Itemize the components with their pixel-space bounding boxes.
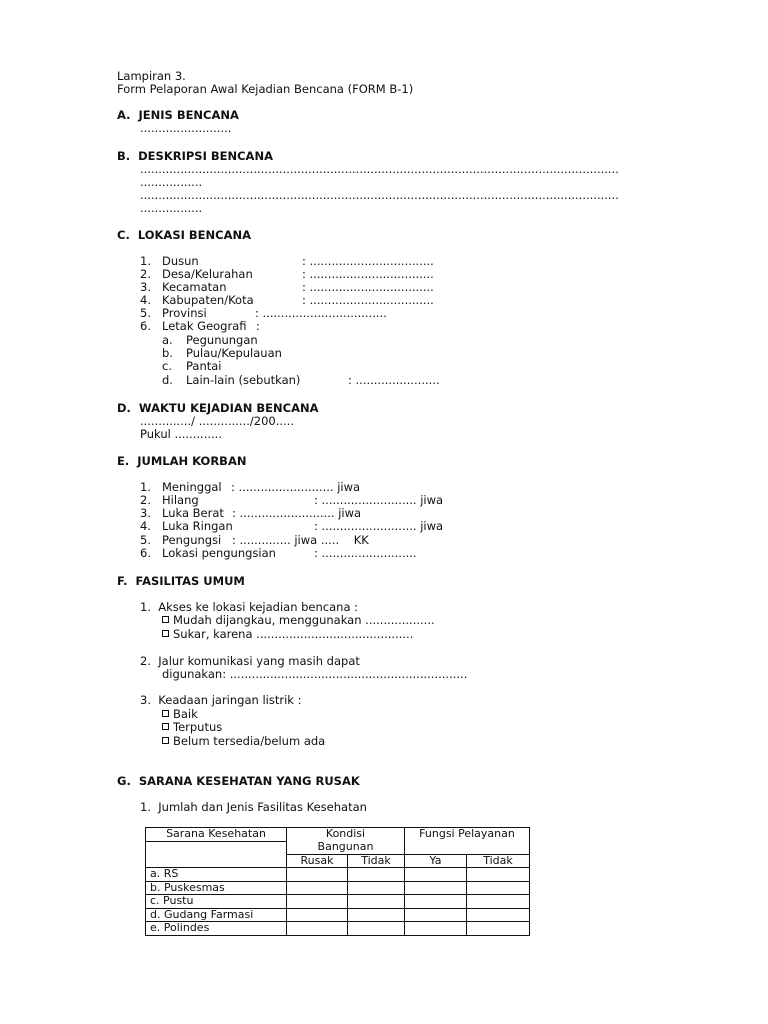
checkbox-icon[interactable]	[162, 737, 169, 744]
table-cell[interactable]	[467, 881, 530, 895]
section-g-title: G. SARANA KESEHATAN YANG RUSAK	[117, 774, 360, 788]
facility-name: d. Gudang Farmasi	[146, 908, 287, 922]
location-label: Kecamatan	[162, 280, 227, 294]
table-header-fungsi: Fungsi Pelayanan	[405, 828, 530, 842]
table-subheader-tidak: Tidak	[348, 854, 405, 868]
table-cell[interactable]	[405, 908, 467, 922]
table-cell[interactable]	[467, 868, 530, 882]
victim-value: : .......................... jiwa	[231, 480, 361, 494]
list-number: 1.	[140, 254, 151, 268]
access-option: Mudah dijangkau, menggunakan ...................	[162, 614, 435, 627]
table-cell[interactable]	[467, 922, 530, 936]
facility-name: a. RS	[146, 868, 287, 882]
table-header-sarana: Sarana Kesehatan	[146, 828, 287, 842]
communication-question: 2. Jalur komunikasi yang masih dapat	[140, 654, 360, 668]
victim-label: Lokasi pengungsian	[162, 546, 276, 560]
victim-value: : ..........................	[314, 546, 417, 560]
geography-option: Pulau/Kepulauan	[186, 346, 282, 360]
section-e-title: E. JUMLAH KORBAN	[117, 454, 247, 468]
checkbox-icon[interactable]	[162, 710, 169, 717]
location-value: : ..................................	[255, 306, 387, 320]
list-number: 2.	[140, 493, 151, 507]
table-row	[146, 868, 530, 882]
table-cell[interactable]	[287, 868, 348, 882]
section-b-line: ...................................................................................................................................	[140, 188, 619, 202]
table-cell[interactable]	[348, 895, 405, 909]
checkbox-icon[interactable]	[162, 630, 169, 637]
location-label: Dusun	[162, 254, 199, 268]
geography-option: Pantai	[186, 359, 222, 373]
table-cell[interactable]	[348, 908, 405, 922]
electricity-option: Belum tersedia/belum ada	[162, 735, 325, 748]
location-label: Letak Geografi	[162, 319, 247, 333]
location-value: : ..................................	[302, 280, 434, 294]
table-cell[interactable]	[348, 881, 405, 895]
sublist-letter: a.	[162, 333, 173, 347]
table-subheader-tidak: Tidak	[467, 854, 530, 868]
section-a-title: A. JENIS BENCANA	[117, 108, 239, 122]
list-number: 2.	[140, 267, 151, 281]
electricity-question: 3. Keadaan jaringan listrik :	[140, 693, 302, 707]
location-value: : ..................................	[302, 254, 434, 268]
access-question: 1. Akses ke lokasi kejadian bencana :	[140, 600, 359, 614]
geography-other-value: : .......................	[348, 373, 440, 387]
health-facility-question: 1. Jumlah dan Jenis Fasilitas Kesehatan	[140, 800, 367, 814]
location-label: Desa/Kelurahan	[162, 267, 253, 281]
section-a-blank: .........................	[140, 121, 232, 135]
geography-option: Lain-lain (sebutkan)	[186, 373, 301, 387]
table-cell[interactable]	[348, 922, 405, 936]
location-label: Kabupaten/Kota	[162, 293, 254, 307]
table-row	[146, 922, 530, 936]
list-number: 6.	[140, 546, 151, 560]
victim-value: : .......................... jiwa	[314, 493, 444, 507]
table-cell[interactable]	[287, 908, 348, 922]
checkbox-icon[interactable]	[162, 616, 169, 623]
section-c-title: C. LOKASI BENCANA	[117, 228, 251, 242]
section-b-line: .................	[140, 175, 203, 189]
list-number: 5.	[140, 533, 151, 547]
table-cell[interactable]	[467, 895, 530, 909]
section-b-line: .................	[140, 201, 203, 215]
table-subheader-rusak: Rusak	[287, 854, 348, 868]
section-d-title: D. WAKTU KEJADIAN BENCANA	[117, 401, 319, 415]
table-cell	[146, 841, 287, 854]
list-number: 5.	[140, 306, 151, 320]
access-option: Sukar, karena ...........................................	[162, 628, 413, 641]
health-facility-table	[145, 827, 530, 936]
table-cell[interactable]	[348, 868, 405, 882]
geography-option: Pegunungan	[186, 333, 258, 347]
facility-name: b. Puskesmas	[146, 881, 287, 895]
sublist-letter: d.	[162, 373, 173, 387]
table-row	[146, 908, 530, 922]
list-number: 3.	[140, 506, 151, 520]
table-cell	[146, 854, 287, 868]
incident-date: ............../ ............../200.....	[140, 414, 294, 428]
location-value: :	[256, 319, 260, 333]
victim-value: : .......................... jiwa	[232, 506, 362, 520]
table-row	[146, 881, 530, 895]
sublist-letter: c.	[162, 359, 172, 373]
sublist-letter: b.	[162, 346, 173, 360]
victim-label: Meninggal	[162, 480, 222, 494]
doc-title: Form Pelaporan Awal Kejadian Bencana (FORM B-1)	[117, 82, 414, 96]
table-subheader-ya: Ya	[405, 854, 467, 868]
incident-time: Pukul .............	[140, 427, 222, 441]
table-cell[interactable]	[405, 868, 467, 882]
table-cell[interactable]	[287, 922, 348, 936]
checkbox-icon[interactable]	[162, 723, 169, 730]
section-b-title: B. DESKRIPSI BENCANA	[117, 149, 273, 163]
table-cell[interactable]	[467, 908, 530, 922]
victim-value: : .............. jiwa ..... KK	[232, 533, 369, 547]
list-number: 1.	[140, 480, 151, 494]
victim-label: Luka Ringan	[162, 519, 233, 533]
section-f-title: F. FASILITAS UMUM	[117, 574, 245, 588]
victim-label: Pengungsi	[162, 533, 222, 547]
list-number: 6.	[140, 319, 151, 333]
facility-name: c. Pustu	[146, 895, 287, 909]
location-value: : ..................................	[302, 267, 434, 281]
table-cell[interactable]	[405, 895, 467, 909]
location-label: Provinsi	[162, 306, 207, 320]
table-cell[interactable]	[287, 895, 348, 909]
electricity-option: Baik	[162, 708, 198, 721]
location-value: : ..................................	[302, 293, 434, 307]
table-cell[interactable]	[405, 881, 467, 895]
doc-attachment-label: Lampiran 3.	[117, 69, 186, 83]
table-header-kondisi: Kondisi	[287, 828, 405, 842]
list-number: 3.	[140, 280, 151, 294]
table-row	[146, 895, 530, 909]
electricity-option: Terputus	[162, 721, 222, 734]
facility-name: e. Polindes	[146, 922, 287, 936]
list-number: 4.	[140, 519, 151, 533]
list-number: 4.	[140, 293, 151, 307]
victim-label: Luka Berat	[162, 506, 224, 520]
table-cell[interactable]	[287, 881, 348, 895]
table-cell	[405, 841, 530, 854]
table-cell[interactable]	[405, 922, 467, 936]
table-header-kondisi-2: Bangunan	[287, 841, 405, 854]
victim-value: : .......................... jiwa	[314, 519, 444, 533]
communication-answer: digunakan: .................................................................	[162, 667, 468, 681]
section-b-line: ...................................................................................................................................	[140, 162, 619, 176]
victim-label: Hilang	[162, 493, 199, 507]
